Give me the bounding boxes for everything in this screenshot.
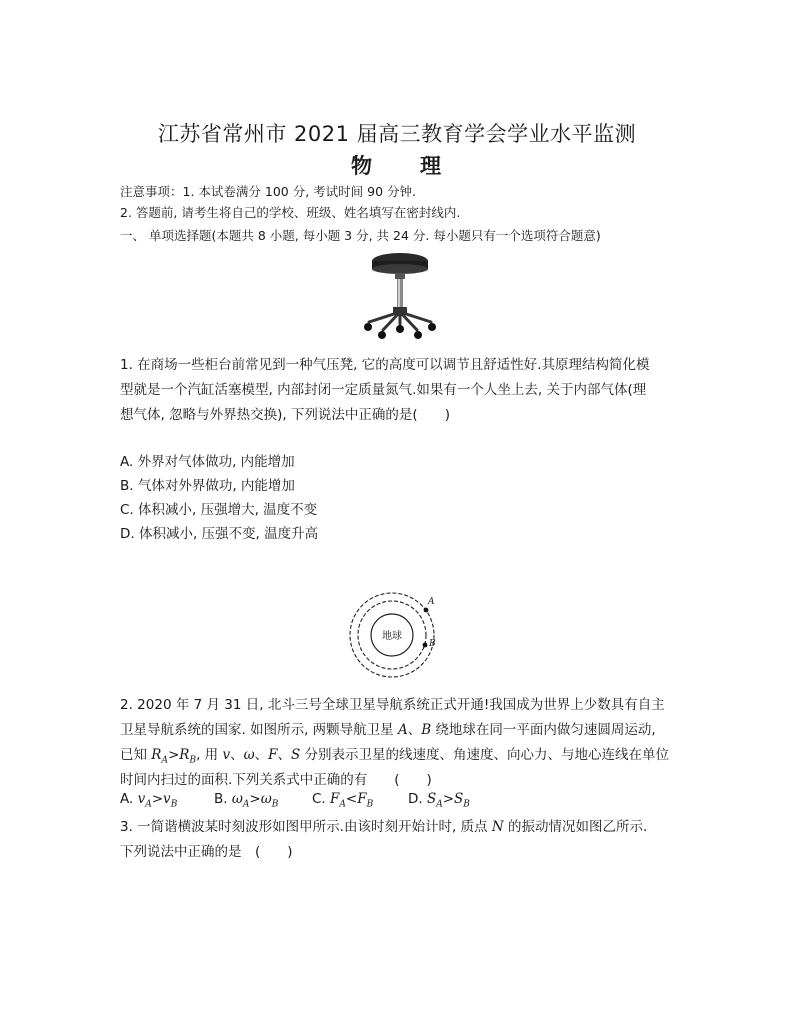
stool-figure <box>355 250 445 342</box>
satellite-a <box>424 608 429 613</box>
q1-stem-line-2: 型就是一个汽缸活塞模型, 内部封闭一定质量氮气.如果有一个人坐上去, 关于内部气体(理 <box>120 382 647 398</box>
notes-line-1: 注意事项：1. 本试卷满分 100 分, 考试时间 90 分钟. <box>120 184 416 199</box>
q2-option-a: A. $v_A>v_B$ <box>120 791 178 810</box>
q2-option-d: D. $S_A>S_B$ <box>408 791 470 810</box>
q1-option-b: B. 气体对外界做功, 内能增加 <box>120 478 295 494</box>
satellite-b <box>423 643 428 648</box>
q1-stem-line-1: 1. 在商场一些柜台前常见到一种气压凳, 它的高度可以调节且舒适性好.其原理结构简化模 <box>120 357 650 373</box>
q1-option-a: A. 外界对气体做功, 内能增加 <box>120 454 295 470</box>
exam-subject: 物 理 <box>351 154 443 178</box>
q2-stem-line-1: 2. 2020 年 7 月 31 日, 北斗三号全球卫星导航系统正式开通!我国成为世界上少数具有自主 <box>120 697 665 713</box>
q1-stem-line-3: 想气体, 忽略与外界热交换), 下列说法中正确的是( ) <box>120 407 450 423</box>
q2-stem-line-3: 已知 $R_A>R_B$, 用 v、ω、F、S 分别表示卫星的线速度、角速度、向心力、与地心连线在单位 <box>120 747 670 766</box>
q3-stem-line-2: 下列说法中正确的是 ( ) <box>120 844 293 860</box>
orbit-figure <box>346 590 446 682</box>
q2-stem-line-2: 卫星导航系统的国家. 如图所示, 两颗导航卫星 A、B 绕地球在同一平面内做匀速圆周运动, <box>120 722 656 738</box>
stool-wheels <box>364 323 436 339</box>
q1-option-d: D. 体积减小, 压强不变, 温度升高 <box>120 526 319 542</box>
section-heading: 一、 单项选择题(本题共 8 小题, 每小题 3 分, 共 24 分. 每小题只有一个选项符合题意) <box>120 228 601 243</box>
q2-option-b: B. $\omega_A>\omega_B$ <box>214 791 279 810</box>
q1-option-c: C. 体积减小, 压强增大, 温度不变 <box>120 502 318 518</box>
earth-label: 地球 <box>382 631 402 642</box>
satellite-b-label: B <box>429 639 436 649</box>
q3-stem-line-1: 3. 一简谐横波某时刻波形如图甲所示.由该时刻开始计时, 质点 N 的振动情况如图乙所示. <box>120 819 648 835</box>
q2-stem-line-4: 时间内扫过的面积.下列关系式中正确的有 ( ) <box>120 772 432 788</box>
q2-option-c: C. $F_A<F_B$ <box>312 791 374 810</box>
notes-line-2: 2. 答题前, 请考生将自己的学校、班级、姓名填写在密封线内. <box>120 205 461 220</box>
satellite-a-label: A <box>428 597 435 607</box>
exam-title: 江苏省常州市 2021 届高三教育学会学业水平监测 <box>157 122 637 146</box>
